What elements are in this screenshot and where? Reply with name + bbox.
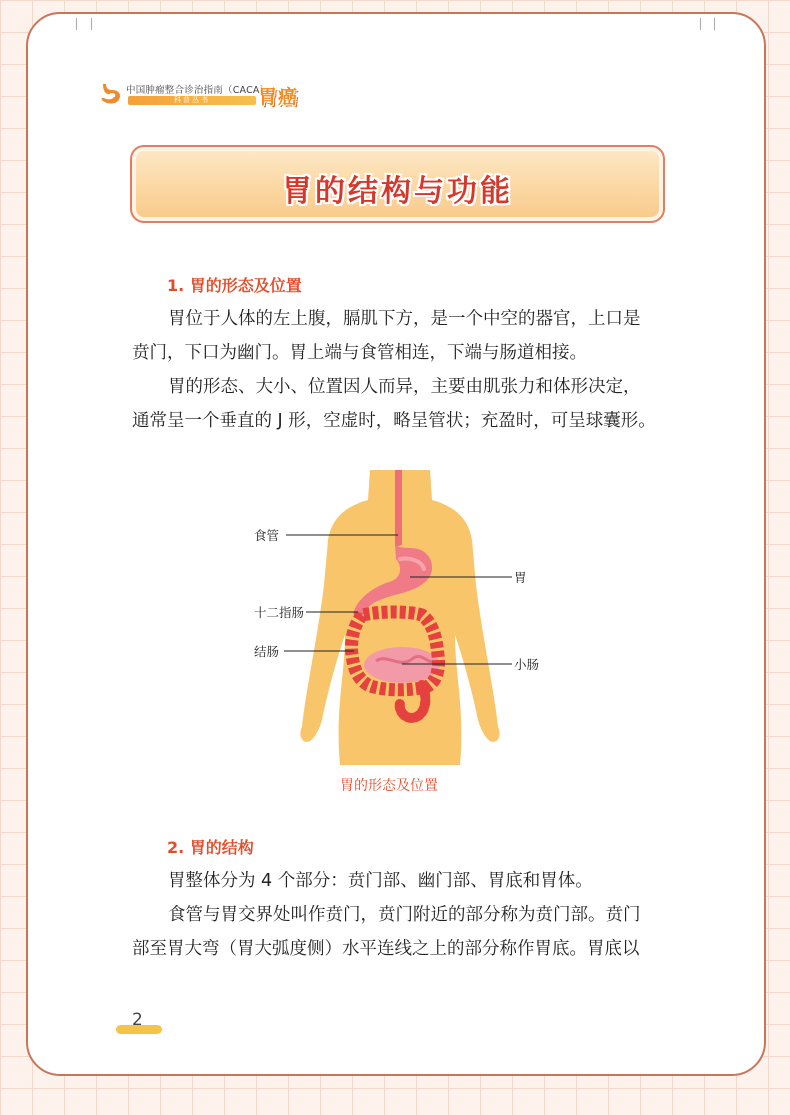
crop-mark: [76, 18, 77, 30]
stomach-logo-icon: [98, 82, 124, 106]
paragraph-line: 胃整体分为 4 个部分：贲门部、幽门部、胃底和胃体。: [168, 871, 593, 891]
paragraph-line: 胃的形态、大小、位置因人而异，主要由肌张力和体形决定，: [168, 377, 641, 397]
crop-mark: [714, 18, 715, 30]
figure-caption: 胃的形态及位置: [340, 778, 438, 794]
guide-title: 中国肿瘤整合诊治指南（CACA）: [126, 85, 270, 96]
label-stomach: 胃: [514, 570, 527, 585]
series-label: 科普丛书: [174, 96, 210, 104]
section-heading: 1. 胃的形态及位置: [167, 276, 302, 295]
crop-mark: [700, 18, 701, 30]
page-number: 2: [132, 1010, 143, 1030]
running-header: [98, 80, 328, 110]
anatomy-figure: [250, 465, 550, 765]
paragraph-line: 食管与胃交界处叫作贲门，贲门附近的部分称为贲门部。贲门: [168, 905, 641, 925]
label-esophagus: 食管: [254, 528, 280, 543]
paragraph-line: 部至胃大弯（胃大弧度侧）水平连线之上的部分称作胃底。胃底以: [132, 939, 640, 959]
crop-mark: [91, 18, 92, 30]
label-colon: 结肠: [254, 644, 280, 659]
title-banner: [130, 145, 665, 223]
label-duodenum: 十二指肠: [254, 605, 305, 620]
brand-logo: 胃癌: [258, 86, 299, 108]
paragraph-line: 通常呈一个垂直的 J 形，空虚时，略呈管状；充盈时，可呈球囊形。: [132, 411, 656, 431]
paragraph-line: 胃位于人体的左上腹，膈肌下方，是一个中空的器官，上口是: [168, 309, 641, 329]
section-heading: 2. 胃的结构: [167, 838, 254, 857]
paragraph-line: 贲门，下口为幽门。胃上端与食管相连，下端与肠道相接。: [132, 343, 587, 363]
series-bar: [128, 96, 256, 105]
label-small-intestine: 小肠: [514, 657, 540, 672]
page-title: 胃的结构与功能: [282, 174, 513, 209]
